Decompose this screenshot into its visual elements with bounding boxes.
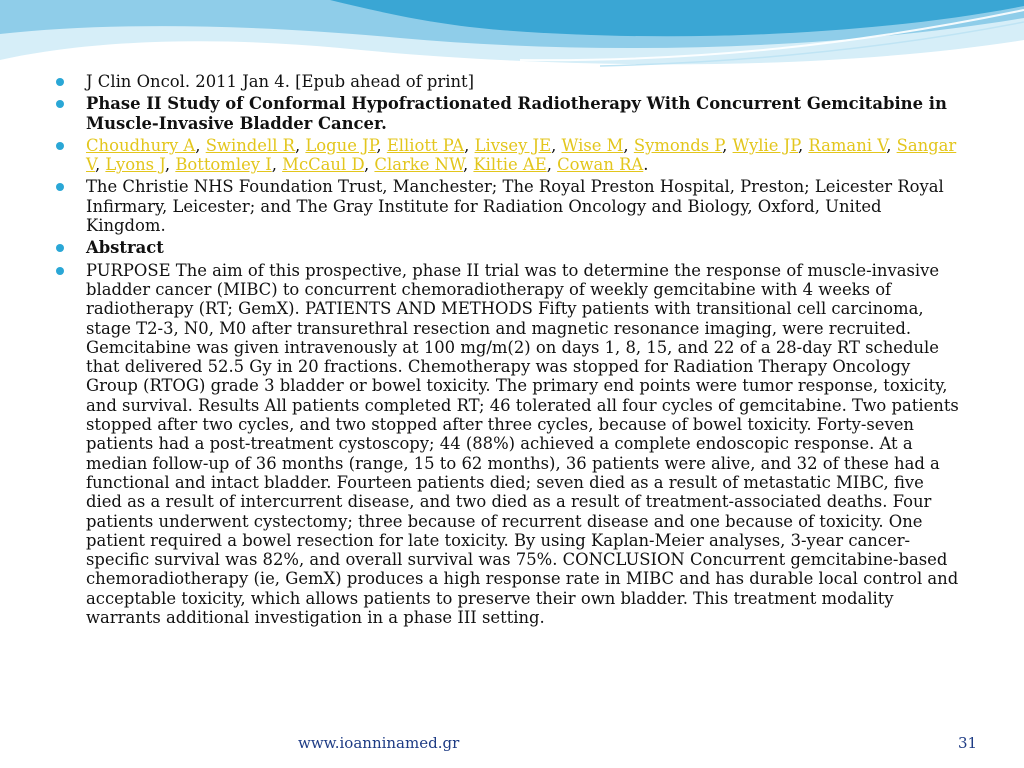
author-link[interactable]: Symonds P xyxy=(633,135,723,155)
bullet-dot-icon xyxy=(56,142,64,150)
author-separator: , xyxy=(464,135,475,155)
author-separator: , xyxy=(271,155,283,175)
bullet-dot-icon xyxy=(56,244,64,252)
author-separator: , xyxy=(546,155,558,175)
author-separator: , xyxy=(623,135,634,155)
bullet-dot-icon xyxy=(56,183,64,191)
author-link[interactable]: Ramani V xyxy=(808,135,887,155)
article-title: Phase II Study of Conformal Hypofractionated Radiotherapy With Concurrent Gemcitabine in Muscle-Invasive Bladder Cancer. xyxy=(86,94,947,133)
author-separator: , xyxy=(886,135,897,155)
author-separator: , xyxy=(164,155,176,175)
bullet-dot-icon xyxy=(56,78,64,86)
author-link[interactable]: Wylie JP xyxy=(732,135,798,155)
author-separator: , xyxy=(797,135,809,155)
author-separator: , xyxy=(551,135,562,155)
author-link[interactable]: Elliott PA xyxy=(386,135,465,155)
abstract-body-item xyxy=(56,261,961,628)
footer-url: www.ioanninamed.gr xyxy=(298,734,460,752)
author-link[interactable]: Choudhury A xyxy=(86,135,196,155)
abstract-text: PURPOSE The aim of this prospective, phase II trial was to determine the response of muscle-invasive bladder cancer (MIBC) to concurrent chemoradiotherapy of weekly gemcitabine with 4 weeks of radiotherapy (RT; GemX). PATIENTS AND METHODS Fifty patients with transitional cell carcinoma, stage T2-3, N0, M0 after transurethral resection and magnetic resonance imaging, were recruited. Gemcitabine was given intravenously at 100 mg/m(2) on days 1, 8, 15, and 22 of a 28-day RT schedule that delivered 52.5 Gy in 20 fractions. Chemotherapy was stopped for Radiation Therapy Oncology Group (RTOG) grade 3 bladder or bowel toxicity. The primary end points were tumor response, toxicity, and survival. Results All patients completed RT; 46 tolerated all four cycles of gemcitabine. Two patients stopped after two cycles, and two stopped after three cycles, because of bowel toxicity. Forty-seven patients had a post-treatment cystoscopy; 44 (88%) achieved a complete endoscopic response. At a median follow-up of 36 months (range, 15 to 62 months), 36 patients were alive, and 32 of these had a functional and intact bladder. Fourteen patients died; seven died as a result of metastatic MIBC, five died as a result of intercurrent disease, and two died as a result of treatment-associated deaths. Four patients underwent cystectomy; three because of recurrent disease and one because of toxicity. One patient required a bowel resection for late toxicity. By using Kaplan-Meier analyses, 3-year cancer-specific survival was 82%, and overall survival was 75%. CONCLUSION Concurrent gemcitabine-based chemoradiotherapy (ie, GemX) produces a high response rate in MIBC and has durable local control and acceptable toxicity, which allows patients to preserve their own bladder. This treatment modality warrants additional investigation in a phase III setting. xyxy=(86,260,959,628)
author-link[interactable]: Wise M xyxy=(561,135,624,155)
title-item xyxy=(56,94,961,133)
author-link[interactable]: McCaul D xyxy=(282,155,364,175)
author-separator: , xyxy=(722,135,733,155)
author-separator: , xyxy=(376,135,387,155)
bullet-dot-icon xyxy=(56,100,64,108)
author-link[interactable]: Sangar V xyxy=(86,135,957,175)
citation-text: J Clin Oncol. 2011 Jan 4. [Epub ahead of print] xyxy=(86,72,475,91)
author-separator: , xyxy=(94,155,106,175)
author-separator: , xyxy=(462,155,474,175)
author-separator: , xyxy=(295,135,306,155)
abstract-heading: Abstract xyxy=(86,238,164,258)
citation-item xyxy=(56,72,961,91)
header-wave-decoration xyxy=(0,0,1024,80)
affiliation-text: The Christie NHS Foundation Trust, Manchester; The Royal Preston Hospital, Preston; Leicester Royal Infirmary, Leicester; and The Gray Institute for Radiation Oncology and Biology, Oxford, United Kingdom. xyxy=(86,177,944,236)
abstract-heading-item xyxy=(56,238,961,257)
affiliation-item xyxy=(56,177,961,235)
slide-content xyxy=(56,72,961,630)
author-list xyxy=(86,136,956,174)
author-link[interactable]: Bottomley I xyxy=(175,155,272,175)
author-separator: . xyxy=(643,155,649,175)
author-link[interactable]: Logue JP xyxy=(305,135,377,155)
author-link[interactable]: Kiltie AE xyxy=(473,155,547,175)
bullet-list xyxy=(56,72,961,627)
bullet-dot-icon xyxy=(56,267,64,275)
author-link[interactable]: Lyons J xyxy=(105,155,165,175)
author-separator: , xyxy=(364,155,375,175)
author-link[interactable]: Clarke NW xyxy=(374,155,463,175)
author-link[interactable]: Livsey JE xyxy=(474,135,552,155)
authors-item xyxy=(56,136,961,175)
author-link[interactable]: Swindell R xyxy=(205,135,295,155)
author-link[interactable]: Cowan RA xyxy=(557,155,644,175)
page-number: 31 xyxy=(958,734,978,752)
author-separator: , xyxy=(195,135,206,155)
